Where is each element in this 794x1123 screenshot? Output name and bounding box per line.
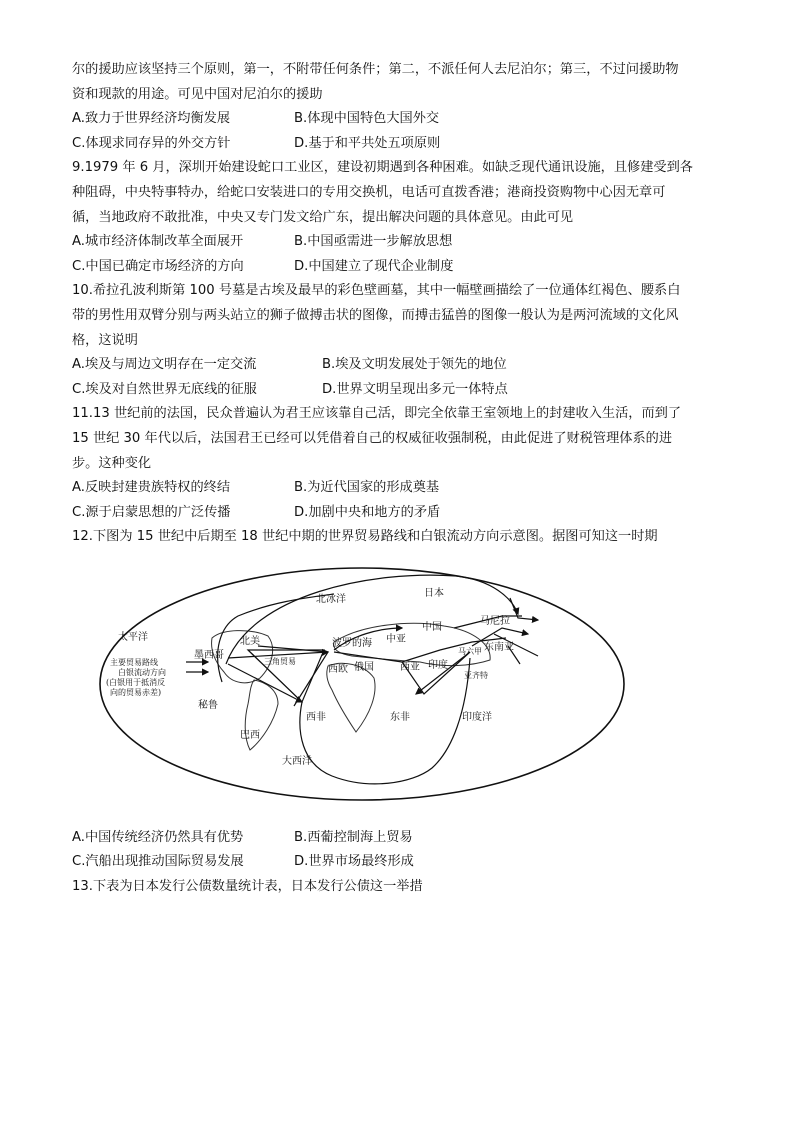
- option-d: D.中国建立了现代企业制度: [294, 258, 454, 274]
- options-row: [72, 132, 732, 157]
- option-d: D.世界市场最终形成: [294, 854, 414, 870]
- map-outline: [100, 568, 624, 800]
- option-c: C.埃及对自然世界无底线的征服: [72, 381, 257, 397]
- option-a: A.城市经济体制改革全面展开: [72, 234, 244, 250]
- options-row: [72, 353, 732, 378]
- place-label: 西亚: [400, 661, 420, 673]
- options-row: [72, 255, 732, 280]
- question-10: [72, 279, 732, 402]
- legend-label: 白银流动方向: [118, 667, 166, 677]
- options-row: [72, 230, 732, 255]
- question-stem-line: 15 世纪 30 年代以后，法国君王已经可以凭借着自己的权威征收强制税，由此促进了财税管理体系的进: [72, 430, 673, 446]
- place-label: 墨西哥: [194, 649, 224, 661]
- place-label: 日本: [424, 587, 444, 599]
- question-stem-line: 10.希拉孔波利斯第 100 号墓是古埃及最早的彩色壁画墓，其中一幅壁画描绘了一位通体红褐色、腰系白: [72, 283, 681, 299]
- place-label: 巴西: [240, 729, 260, 741]
- place-label: 波罗的海: [332, 637, 372, 649]
- options-row: [72, 501, 732, 526]
- option-a: A.反映封建贵族特权的终结: [72, 480, 231, 496]
- question-stem-line: 种阻碍，中央特事特办，给蛇口安装进口的专用交换机，电话可直拨香港；港商投资购物中心因无章可: [72, 184, 666, 200]
- question-stem-line: 9.1979 年 6 月，深圳开始建设蛇口工业区，建设初期遇到各种困难。如缺乏现代通讯设施，且修建受到各: [72, 160, 693, 176]
- option-c: C.体现求同存异的外交方针: [72, 135, 231, 151]
- question-8: [72, 58, 732, 156]
- question-stem-line: 尔的援助应该坚持三个原则，第一，不附带任何条件；第二，不派任何人去尼泊尔；第三，不过问援助物: [72, 62, 679, 77]
- question-13: [72, 875, 732, 900]
- options-row: [72, 476, 732, 501]
- ocean-label: 大西洋: [282, 755, 312, 767]
- question-stem-line: 带的男性用双臂分别与两头站立的狮子做搏击状的图像，而搏击猛兽的图像一般认为是两河流域的文化风: [72, 307, 679, 323]
- question-9: [72, 156, 732, 279]
- question-12: [72, 525, 732, 875]
- options-row: [72, 107, 732, 132]
- option-c: C.汽船出现推动国际贸易发展: [72, 854, 244, 870]
- trade-route: [416, 652, 470, 694]
- option-c: C.源于启蒙思想的广泛传播: [72, 504, 231, 520]
- place-label: 秘鲁: [198, 699, 218, 711]
- place-label: 亚齐特: [464, 670, 488, 680]
- option-c: C.中国已确定市场经济的方向: [72, 258, 244, 274]
- question-stem-line: 格，这说明: [72, 332, 138, 348]
- question-stem-line: 步。这种变化: [72, 455, 152, 471]
- trade-route-map-svg: [72, 554, 632, 820]
- place-label: 印度: [428, 659, 448, 671]
- place-label: 西非: [306, 711, 326, 723]
- option-b: B.为近代国家的形成奠基: [294, 480, 440, 496]
- trade-route: [510, 598, 538, 620]
- option-a: A.致力于世界经济均衡发展: [72, 111, 231, 127]
- question-stem-line: 12.下图为 15 世纪中后期至 18 世纪中期的世界贸易路线和白银流动方向示意图。据图可知这一时期: [72, 529, 658, 545]
- option-d: D.加剧中央和地方的矛盾: [294, 504, 441, 520]
- place-label: 马六甲: [458, 646, 482, 656]
- option-b: B.中国亟需进一步解放思想: [294, 234, 453, 250]
- trade-route-map: [72, 554, 732, 820]
- place-label: 马尼拉: [480, 615, 510, 627]
- place-label: 中亚: [386, 633, 406, 645]
- place-label: 俄国: [354, 661, 374, 673]
- options-row: [72, 826, 732, 851]
- place-label: 东非: [390, 711, 410, 723]
- options-row: [72, 378, 732, 403]
- place-label: 中国: [422, 621, 442, 633]
- options-row: [72, 850, 732, 875]
- map-legend: [106, 657, 208, 697]
- option-d: D.世界文明呈现出多元一体特点: [322, 381, 508, 397]
- place-label: 北美: [240, 635, 260, 647]
- place-label: 东南亚: [484, 641, 514, 653]
- option-b: B.体现中国特色大国外交: [294, 111, 440, 127]
- exam-page: [72, 58, 732, 900]
- question-stem-line: 资和现款的用途。可见中国对尼泊尔的援助: [72, 86, 323, 102]
- option-b: B.埃及文明发展处于领先的地位: [322, 357, 507, 373]
- legend-label: (白银用于抵消反: [106, 677, 166, 687]
- option-b: B.西葡控制海上贸易: [294, 829, 413, 845]
- place-label: 西欧: [328, 663, 348, 675]
- ocean-label: 北冰洋: [316, 593, 346, 605]
- option-a: A.埃及与周边文明存在一定交流: [72, 357, 257, 373]
- option-a: A.中国传统经济仍然具有优势: [72, 829, 244, 845]
- legend-label: 向的贸易赤差): [110, 687, 162, 697]
- place-label: 三角贸易: [264, 656, 296, 666]
- legend-label: 主要贸易路线: [110, 657, 158, 667]
- ocean-label: 太平洋: [118, 631, 148, 643]
- trade-route: [228, 664, 302, 702]
- trade-routes: [218, 575, 538, 784]
- question-stem-line: 11.13 世纪前的法国，民众普遍认为君王应该靠自己活，即完全依靠王室领地上的封建收入生活，而到了: [72, 406, 682, 422]
- question-stem-line: 循，当地政府不敢批准，中央又专门发文给广东，提出解决问题的具体意见。由此可见: [72, 209, 574, 225]
- question-stem-line: 13.下表为日本发行公债数量统计表，日本发行公债这一举措: [72, 879, 423, 895]
- question-11: [72, 402, 732, 525]
- option-d: D.基于和平共处五项原则: [294, 135, 441, 151]
- ocean-label: 印度洋: [462, 711, 492, 723]
